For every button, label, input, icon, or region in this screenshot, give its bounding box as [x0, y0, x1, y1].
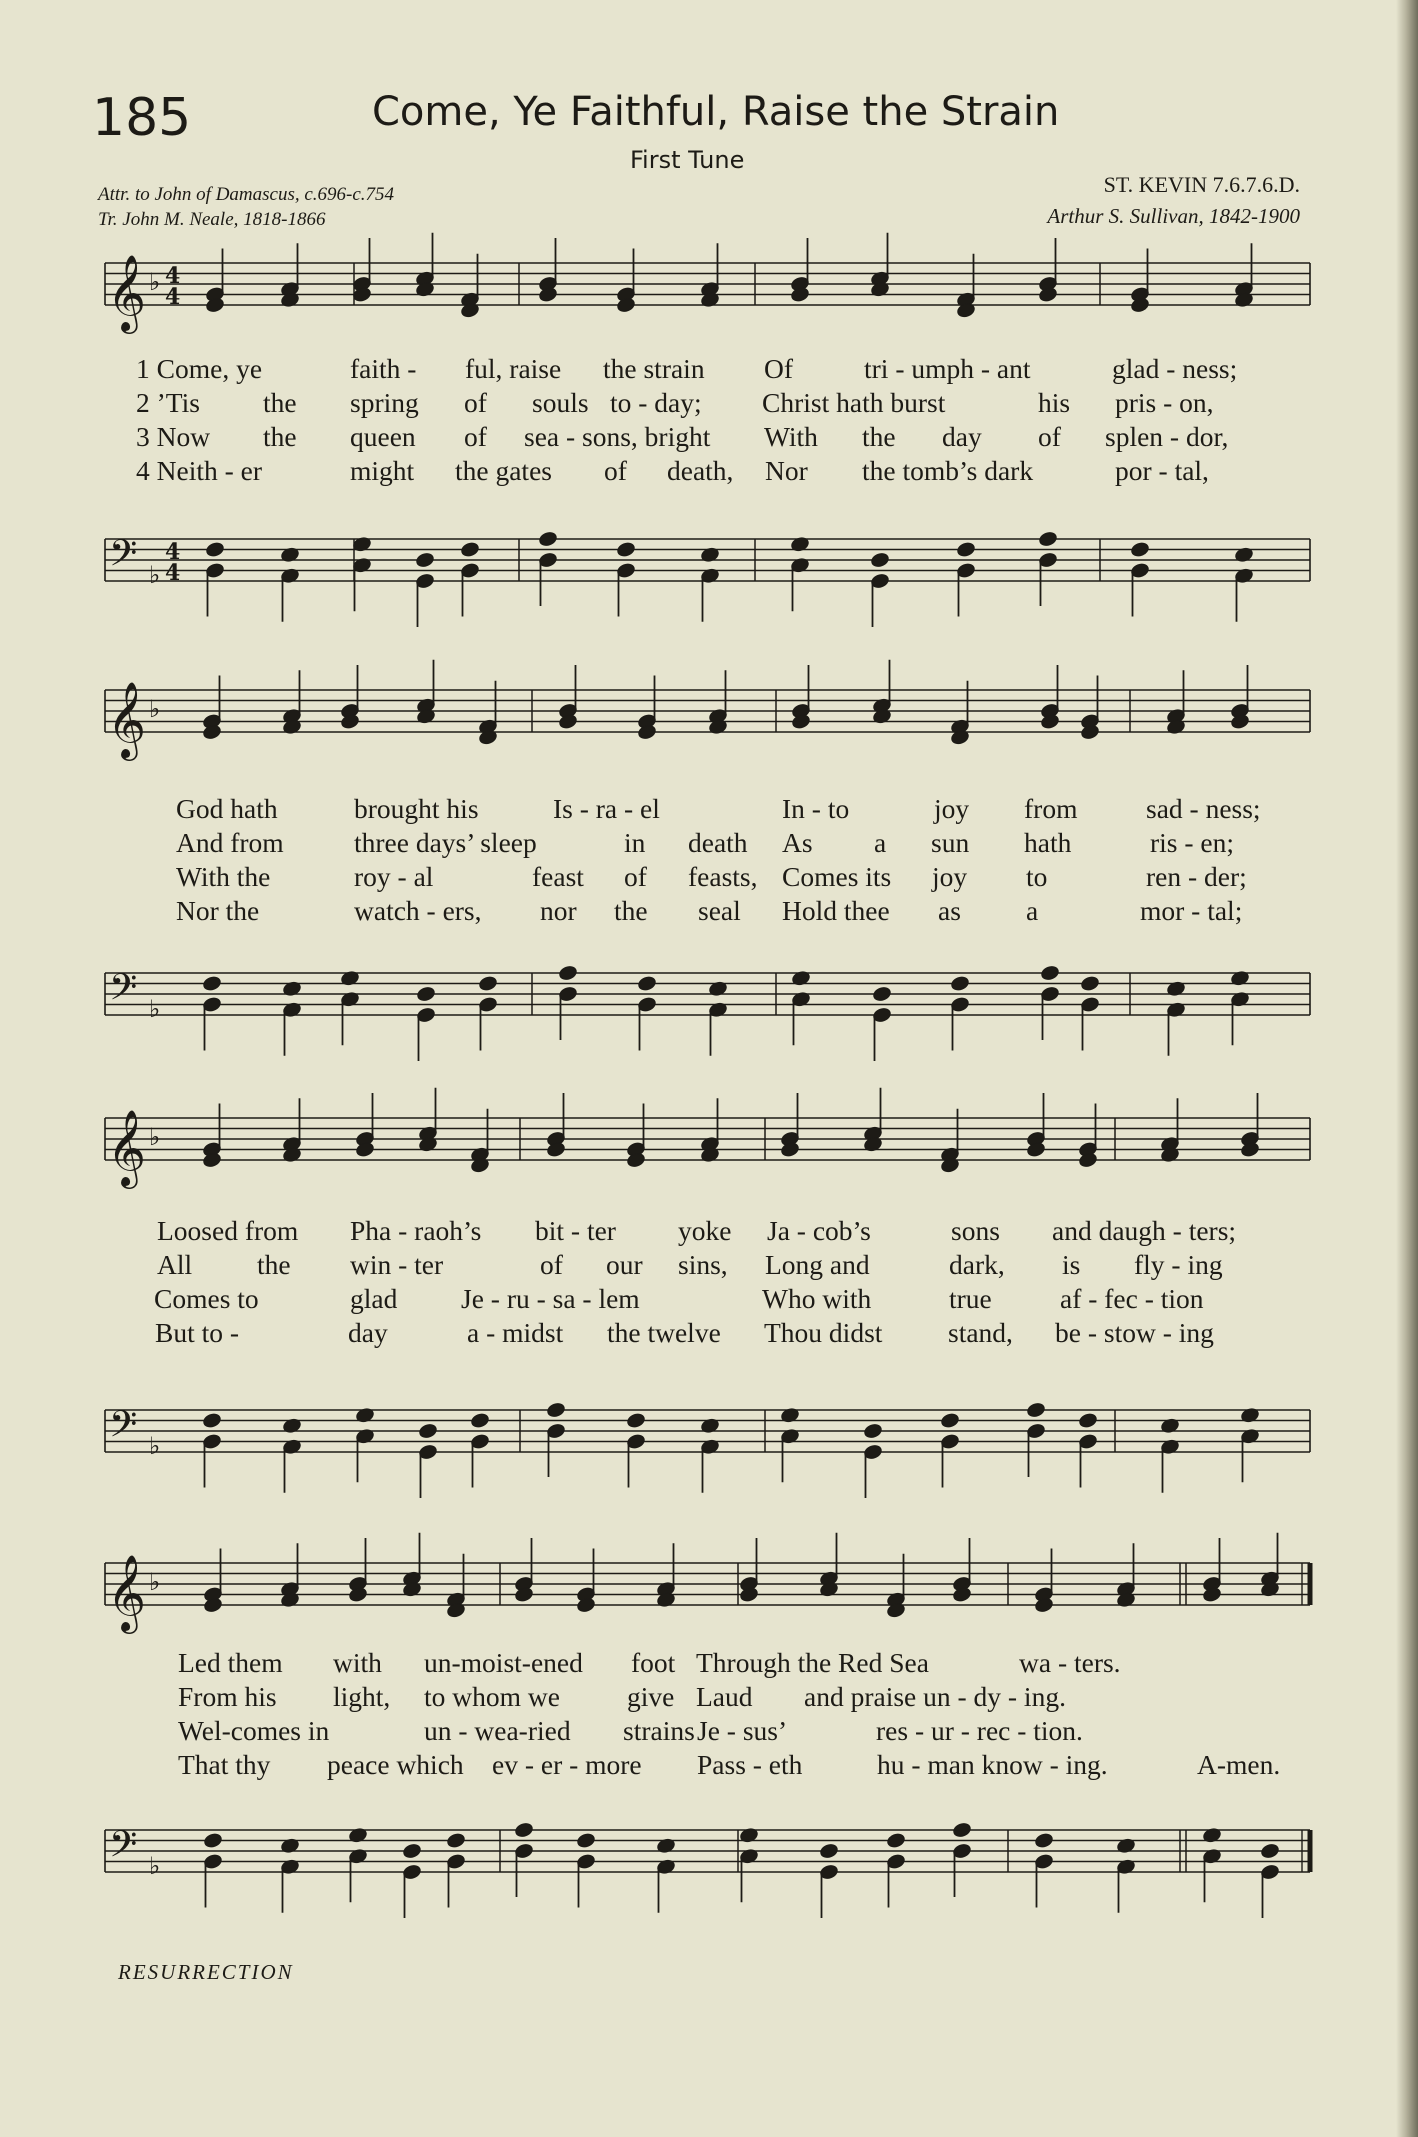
lyric-syllable: death	[688, 827, 748, 858]
lyric-syllable: glad - ness;	[1112, 353, 1238, 384]
bass-notehead	[546, 1401, 566, 1418]
lyric-syllable: glad	[350, 1283, 398, 1314]
bass-notehead	[558, 964, 578, 981]
lyric-syllable: sad - ness;	[1146, 793, 1261, 824]
lyric-syllable: 3 Now	[136, 421, 211, 452]
lyric-syllable: and daugh - ters;	[1052, 1215, 1237, 1246]
lyric-syllable: bit - ter	[535, 1215, 616, 1246]
time-signature-bottom: 4	[165, 284, 181, 310]
lyric-syllable: the	[263, 387, 297, 418]
bass-notehead	[870, 551, 890, 568]
lyric-line	[0, 1714, 1418, 1748]
lyric-syllable: win - ter	[350, 1249, 444, 1280]
lyric-syllable: af - fec - tion	[1060, 1283, 1204, 1314]
lyric-syllable: of	[604, 455, 627, 486]
lyric-line	[0, 1680, 1418, 1714]
lyric-syllable: ris - en;	[1150, 827, 1235, 858]
bass-notehead	[1234, 546, 1254, 563]
bass-notehead	[700, 1417, 720, 1434]
lyric-syllable: fly - ing	[1134, 1249, 1223, 1280]
lyric-syllable: peace which	[327, 1749, 464, 1780]
lyric-line	[0, 1214, 1418, 1248]
lyric-syllable: to - day;	[610, 387, 702, 418]
bass-notehead	[280, 546, 300, 563]
lyric-syllable: Je - ru - sa - lem	[461, 1283, 640, 1314]
bass-clef-icon: 𝄢	[109, 966, 138, 1018]
text-credit-author: Attr. to John of Damascus, c.696-c.754	[98, 184, 395, 205]
bass-clef-icon: 𝄢	[109, 1823, 138, 1875]
bass-notehead	[355, 1407, 375, 1424]
bass-notehead	[1078, 1412, 1098, 1429]
lyric-syllable: Who with	[762, 1283, 872, 1314]
lyric-syllable: Laud	[696, 1681, 753, 1712]
bass-notehead	[280, 1837, 300, 1854]
lyric-syllable: With	[764, 421, 818, 452]
bass-notehead	[478, 975, 498, 992]
bass-notehead	[514, 1821, 534, 1838]
time-signature-top: 4	[165, 539, 181, 565]
lyric-syllable: to whom we	[424, 1681, 560, 1712]
lyric-syllable: stand,	[948, 1317, 1013, 1348]
lyric-syllable: But to -	[155, 1317, 240, 1348]
bass-notehead	[576, 1832, 596, 1849]
lyric-syllable: feast	[532, 861, 584, 892]
bass-notehead	[418, 1422, 438, 1439]
hymn-number: 185	[92, 88, 192, 148]
lyric-syllable: pris - on,	[1115, 387, 1214, 418]
bass-notehead	[202, 975, 222, 992]
lyric-syllable: splen - dor,	[1105, 421, 1229, 452]
lyric-syllable: faith -	[350, 353, 417, 384]
bass-notehead	[282, 980, 302, 997]
lyric-syllable: day	[942, 421, 982, 452]
bass-notehead	[416, 985, 436, 1002]
bass-notehead	[1260, 1842, 1280, 1859]
lyric-syllable: souls	[532, 387, 589, 418]
lyric-syllable: with	[333, 1647, 382, 1678]
lyric-line	[0, 454, 1418, 488]
bass-notehead	[708, 980, 728, 997]
flat-key-signature-icon: ♭	[149, 1568, 161, 1596]
bass-notehead	[1240, 1407, 1260, 1424]
bass-notehead	[1160, 1417, 1180, 1434]
time-signature-bottom: 4	[165, 560, 181, 586]
bass-notehead	[626, 1412, 646, 1429]
bass-notehead	[402, 1842, 422, 1859]
lyric-syllable: Is - ra - el	[553, 793, 660, 824]
bass-notehead	[205, 541, 225, 558]
lyric-syllable: of	[540, 1249, 563, 1280]
lyric-syllable: the gates	[455, 455, 552, 486]
lyric-syllable: Pass - eth	[697, 1749, 803, 1780]
hymn-title: Come, Ye Faithful, Raise the Strain	[372, 89, 1060, 135]
lyric-syllable: a	[874, 827, 887, 858]
lyric-syllable: his	[1038, 387, 1071, 418]
bass-notehead	[1034, 1832, 1054, 1849]
lyric-syllable: our	[606, 1249, 643, 1280]
lyric-syllable: might	[350, 455, 415, 486]
lyric-syllable: hu - man know - ing.	[877, 1749, 1108, 1780]
bass-notehead	[700, 546, 720, 563]
bass-notehead	[656, 1837, 676, 1854]
lyrics-block	[0, 1646, 1418, 1782]
section-label: RESURRECTION	[118, 1960, 294, 1984]
lyric-syllable: of	[1038, 421, 1061, 452]
lyric-syllable: seal	[698, 895, 741, 926]
flat-key-signature-icon: ♭	[149, 695, 161, 723]
text-credit-translator: Tr. John M. Neale, 1818-1866	[98, 209, 326, 230]
lyric-syllable: of	[464, 387, 487, 418]
lyric-line	[0, 420, 1418, 454]
lyric-syllable: day	[348, 1317, 388, 1348]
lyric-syllable: por - tal,	[1115, 455, 1209, 486]
bass-notehead	[886, 1832, 906, 1849]
music-system	[0, 1078, 1418, 1512]
lyric-syllable: and praise un - dy - ing.	[804, 1681, 1066, 1712]
flat-key-signature-icon: ♭	[149, 995, 161, 1023]
lyric-syllable: foot	[631, 1647, 676, 1678]
lyric-syllable: the tomb’s dark	[862, 455, 1034, 486]
lyric-syllable: nor	[540, 895, 577, 926]
lyric-syllable: Loosed from	[157, 1215, 299, 1246]
lyric-syllable: From his	[178, 1681, 277, 1712]
lyric-syllable: joy	[932, 861, 968, 892]
bass-notehead	[470, 1412, 490, 1429]
lyric-line	[0, 352, 1418, 386]
lyric-syllable: the	[263, 421, 297, 452]
lyric-syllable: mor - tal;	[1140, 895, 1243, 926]
lyric-syllable: 1 Come, ye	[136, 353, 263, 384]
lyric-syllable: un-moist-ened	[424, 1647, 583, 1678]
lyric-syllable: And from	[176, 827, 284, 858]
lyric-syllable: the	[614, 895, 648, 926]
lyric-line	[0, 1248, 1418, 1282]
bass-notehead	[1230, 970, 1250, 987]
lyric-syllable: of	[464, 421, 487, 452]
bass-notehead	[1202, 1827, 1222, 1844]
lyric-syllable: res - ur - rec - tion.	[876, 1715, 1083, 1746]
lyric-syllable: queen	[350, 421, 416, 452]
lyric-syllable: Long and	[765, 1249, 870, 1280]
bass-notehead	[352, 536, 372, 553]
bass-notehead	[637, 975, 657, 992]
flat-key-signature-icon: ♭	[149, 561, 161, 589]
treble-clef-icon: 𝄞	[107, 681, 147, 758]
music-system	[0, 650, 1418, 1075]
lyric-syllable: the	[257, 1249, 291, 1280]
flat-key-signature-icon: ♭	[149, 1432, 161, 1460]
lyric-syllable: Ja - cob’s	[767, 1215, 871, 1246]
lyric-syllable: Pha - raoh’s	[350, 1215, 482, 1246]
lyric-syllable: hath	[1024, 827, 1072, 858]
bass-clef-icon: 𝄢	[109, 532, 138, 584]
lyric-syllable: ev - er - more	[492, 1749, 642, 1780]
lyric-syllable: be - stow - ing	[1055, 1317, 1214, 1348]
bass-notehead	[415, 551, 435, 568]
lyric-syllable: Nor	[765, 455, 808, 486]
bass-notehead	[863, 1422, 883, 1439]
bass-notehead	[739, 1827, 759, 1844]
bass-notehead	[1080, 975, 1100, 992]
lyric-line	[0, 386, 1418, 420]
lyric-syllable: sins,	[678, 1249, 728, 1280]
lyric-syllable: tri - umph - ant	[864, 353, 1031, 384]
lyric-syllable: 2 ’Tis	[136, 387, 200, 418]
lyric-syllable: Through the Red Sea	[696, 1647, 929, 1678]
lyric-syllable: Led them	[178, 1647, 283, 1678]
lyric-line	[0, 826, 1418, 860]
bass-notehead	[872, 985, 892, 1002]
bass-notehead	[1026, 1401, 1046, 1418]
lyric-syllable: the twelve	[607, 1317, 721, 1348]
lyric-syllable: That thy	[178, 1749, 271, 1780]
lyric-line	[0, 1748, 1418, 1782]
bass-notehead	[952, 1821, 972, 1838]
lyric-syllable: joy	[934, 793, 970, 824]
bass-notehead	[1038, 530, 1058, 547]
lyric-syllable: Je - sus’	[697, 1715, 788, 1746]
lyric-syllable: of	[624, 861, 647, 892]
bass-notehead	[203, 1832, 223, 1849]
lyric-line	[0, 894, 1418, 928]
flat-key-signature-icon: ♭	[149, 268, 161, 296]
bass-notehead	[446, 1832, 466, 1849]
lyric-syllable: In - to	[782, 793, 850, 824]
lyric-syllable: wa - ters.	[1019, 1647, 1121, 1678]
lyric-syllable: roy - al	[354, 861, 434, 892]
bass-notehead	[616, 541, 636, 558]
bass-clef-icon: 𝄢	[109, 1403, 138, 1455]
lyric-syllable: watch - ers,	[354, 895, 482, 926]
music-system	[0, 223, 1418, 641]
treble-clef-icon: 𝄞	[107, 254, 147, 331]
lyric-syllable: three days’ sleep	[354, 827, 537, 858]
lyric-syllable: 4 Neith - er	[136, 455, 262, 486]
lyric-line	[0, 860, 1418, 894]
lyrics-block	[0, 792, 1418, 928]
bass-notehead	[1040, 964, 1060, 981]
tune-name: ST. KEVIN 7.6.7.6.D.	[1103, 172, 1300, 197]
lyric-syllable: yoke	[678, 1215, 732, 1246]
lyrics-block	[0, 352, 1418, 488]
lyric-line	[0, 1282, 1418, 1316]
bass-notehead	[950, 975, 970, 992]
lyrics-block	[0, 1214, 1418, 1350]
lyric-syllable: dark,	[949, 1249, 1005, 1280]
lyric-syllable: sea - sons, bright	[524, 421, 711, 452]
lyric-syllable: a	[1026, 895, 1039, 926]
flat-key-signature-icon: ♭	[149, 1852, 161, 1880]
lyric-syllable: true	[949, 1283, 992, 1314]
lyric-syllable: Nor the	[176, 895, 260, 926]
lyric-syllable: Thou didst	[764, 1317, 883, 1348]
lyric-syllable: in	[624, 827, 646, 858]
lyric-syllable: strains	[623, 1715, 695, 1746]
lyric-syllable: With the	[176, 861, 271, 892]
lyric-syllable: spring	[350, 387, 419, 418]
lyric-syllable: A-men.	[1197, 1749, 1281, 1780]
lyric-syllable: light,	[333, 1681, 391, 1712]
lyric-syllable: feasts,	[688, 861, 758, 892]
lyric-syllable: Hold thee	[782, 895, 890, 926]
bass-notehead	[1116, 1837, 1136, 1854]
bass-notehead	[348, 1827, 368, 1844]
bass-notehead	[790, 536, 810, 553]
lyric-syllable: All	[157, 1249, 193, 1280]
flat-key-signature-icon: ♭	[149, 1123, 161, 1151]
bass-notehead	[282, 1417, 302, 1434]
lyric-syllable: Comes to	[154, 1283, 259, 1314]
lyric-syllable: ren - der;	[1146, 861, 1247, 892]
lyric-syllable: sons	[951, 1215, 1000, 1246]
bass-notehead	[819, 1842, 839, 1859]
bass-notehead	[1130, 541, 1150, 558]
lyric-syllable: God hath	[176, 793, 278, 824]
lyric-syllable: sun	[931, 827, 970, 858]
lyric-syllable: brought his	[354, 793, 479, 824]
bass-notehead	[780, 1407, 800, 1424]
lyric-line	[0, 1646, 1418, 1680]
tune-label: First Tune	[630, 146, 745, 174]
bass-notehead	[538, 530, 558, 547]
lyric-syllable: ful, raise	[465, 353, 562, 384]
lyric-syllable: Comes its	[782, 861, 892, 892]
lyric-syllable: the	[862, 421, 896, 452]
lyric-syllable: the strain	[603, 353, 705, 384]
lyric-line	[0, 1316, 1418, 1350]
lyric-line	[0, 792, 1418, 826]
treble-clef-icon: 𝄞	[107, 1554, 147, 1631]
lyric-syllable: Of	[764, 353, 794, 384]
lyric-syllable: is	[1062, 1249, 1081, 1280]
treble-clef-icon: 𝄞	[107, 1109, 147, 1186]
lyric-syllable: as	[938, 895, 961, 926]
lyric-syllable: un - wea-ried	[424, 1715, 571, 1746]
bass-notehead	[202, 1412, 222, 1429]
lyric-syllable: death,	[667, 455, 734, 486]
lyric-syllable: from	[1024, 793, 1078, 824]
bass-notehead	[940, 1412, 960, 1429]
music-system	[0, 1523, 1418, 1932]
lyric-syllable: to	[1026, 861, 1048, 892]
bass-notehead	[956, 541, 976, 558]
bass-notehead	[460, 541, 480, 558]
lyric-syllable: give	[627, 1681, 675, 1712]
bass-notehead	[1166, 980, 1186, 997]
tune-composer: Arthur S. Sullivan, 1842-1900	[1047, 204, 1300, 228]
lyric-syllable: As	[782, 827, 813, 858]
lyric-syllable: a - midst	[467, 1317, 564, 1348]
bass-notehead	[340, 970, 360, 987]
bass-notehead	[791, 970, 811, 987]
time-signature-top: 4	[165, 263, 181, 289]
lyric-syllable: Christ hath burst	[762, 387, 946, 418]
lyric-syllable: Wel-comes in	[178, 1715, 330, 1746]
